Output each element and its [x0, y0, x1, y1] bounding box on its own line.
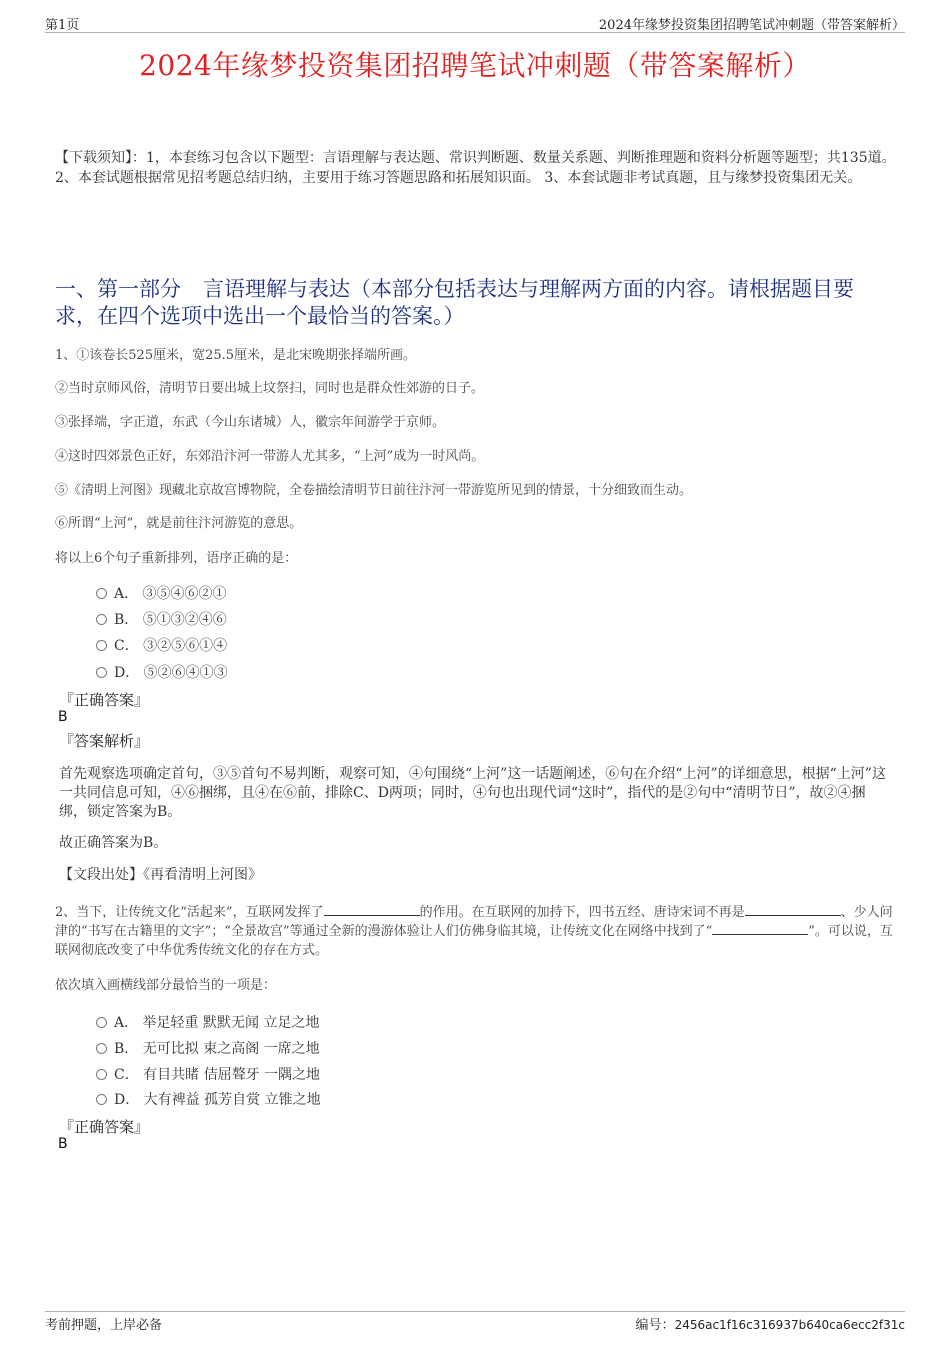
option-label: B． 无可比拟 束之高阁 一席之地 — [114, 1041, 320, 1057]
footer-slogan: 考前押题，上岸必备 — [45, 1318, 163, 1333]
code-label: 编号： — [635, 1318, 675, 1333]
code-value: 2456ac1f16c316937b640ca6ecc2f31c — [674, 1318, 905, 1332]
fill-blank-2 — [745, 903, 841, 916]
option-label: A． ③⑤④⑥②① — [114, 586, 227, 602]
q1-sentence-1: 1、①该卷长525厘米，宽25.5厘米，是北宋晚期张择端所画。 — [55, 348, 417, 363]
radio-icon[interactable] — [96, 1017, 107, 1028]
option-label: C． 有目共睹 佶屈聱牙 一隅之地 — [114, 1067, 321, 1083]
radio-icon[interactable] — [96, 1043, 107, 1054]
footer-divider — [45, 1311, 905, 1312]
q2-stem-part-1: 2、当下，让传统文化“活起来”，互联网发挥了 — [55, 905, 324, 920]
q2-prompt: 依次填入画横线部分最恰当的一项是： — [55, 978, 277, 993]
q1-sentence-5: ⑤《清明上河图》现藏北京故宫博物院，全卷描绘清明节日前往汴河一带游览所见到的情景，十分细致而生动。 — [55, 483, 693, 498]
q2-stem — [55, 903, 895, 960]
radio-icon[interactable] — [96, 1094, 107, 1105]
section-part: 一、第一部分 — [55, 277, 181, 301]
q1-sentence-4: ④这时四郊景色正好，东郊沿汴河一带游人尤其多，“上河”成为一时风尚。 — [55, 449, 485, 464]
q1-sentence-6: ⑥所谓“上河”，就是前往汴河游览的意思。 — [55, 516, 303, 531]
header-divider — [45, 32, 905, 33]
section-heading — [55, 276, 895, 330]
option-label: D． ⑤②⑥④①③ — [114, 665, 228, 681]
option-label: A． 举足轻重 默默无闻 立足之地 — [114, 1015, 320, 1031]
radio-icon[interactable] — [96, 667, 107, 678]
q1-conclusion: 故正确答案为B。 — [59, 835, 168, 851]
fill-blank-1 — [324, 903, 420, 916]
fill-blank-3 — [712, 922, 808, 935]
q2-stem-part-3: 、少人问津的“书写在古籍里的文字”；“全景故宫”等通过全新的漫游体验让人们仿佛身临其境，让传统文化在网络中找到了“ — [55, 905, 893, 939]
q2-answer: B — [58, 1136, 68, 1152]
radio-icon[interactable] — [96, 640, 107, 651]
option-label: D． 大有裨益 孤芳自赏 立锥之地 — [114, 1092, 321, 1108]
download-notice: 【下载须知】：1，本套练习包含以下题型：言语理解与表达题、常识判断题、数量关系题、判断推理题和资料分析题等题型；共135道。 2、本套试题根据常见招考题总结归纳，主要用于练习答题思路和拓展知识面。 3、本套试题非考试真题，且与缘梦投资集团无关。 — [55, 150, 896, 186]
q1-answer-label: 『正确答案』 — [59, 691, 150, 709]
q2-stem-part-2: 的作用。在互联网的加持下，四书五经、唐诗宋词不再是 — [419, 905, 745, 920]
q1-answer: B — [58, 709, 68, 725]
page-number: 第1页 — [45, 18, 80, 33]
q1-source: 【文段出处】《再看清明上河图》 — [59, 867, 262, 883]
q2-stem-part-4: ”。可以说，互联网彻底改变了中华优秀传统文化的存在方式。 — [55, 924, 893, 958]
q1-analysis-label: 『答案解析』 — [59, 732, 150, 750]
q1-prompt: 将以上6个句子重新排列，语序正确的是： — [55, 551, 298, 566]
option-label: B． ⑤①③②④⑥ — [114, 612, 227, 628]
q1-sentence-2: ②当时京师风俗，清明节日要出城上坟祭扫，同时也是群众性郊游的日子。 — [55, 381, 485, 396]
document-code — [636, 1314, 905, 1333]
radio-icon[interactable] — [96, 588, 107, 599]
running-header-title: 2024年缘梦投资集团招聘笔试冲刺题（带答案解析） — [598, 18, 905, 33]
q2-answer-label: 『正确答案』 — [59, 1118, 150, 1136]
radio-icon[interactable] — [96, 1069, 107, 1080]
radio-icon[interactable] — [96, 614, 107, 625]
document-title: 2024年缘梦投资集团招聘笔试冲刺题（带答案解析） — [139, 49, 811, 82]
option-label: C． ③②⑤⑥①④ — [114, 638, 228, 654]
q1-analysis: 首先观察选项确定首句，③⑤首句不易判断，观察可知，④句围绕“上河”这一话题阐述，⑥句在介绍“上河”的详细意思，根据“上河”这一共同信息可知，④⑥捆绑，且④在⑥前，排除C、D两项；同时，④句也出现代词“这时”，指代的是②句中“清明节日”，故②④捆绑，锁定答案为B。 — [59, 766, 886, 820]
q1-sentence-3: ③张择端，字正道，东武（今山东诸城）人，徽宗年间游学于京师。 — [55, 415, 446, 430]
section-title: 言语理解与表达（本部分包括表达与理解两方面的内容。请根据题目要求，在四个选项中选出一个最恰当的答案。） — [55, 277, 854, 328]
